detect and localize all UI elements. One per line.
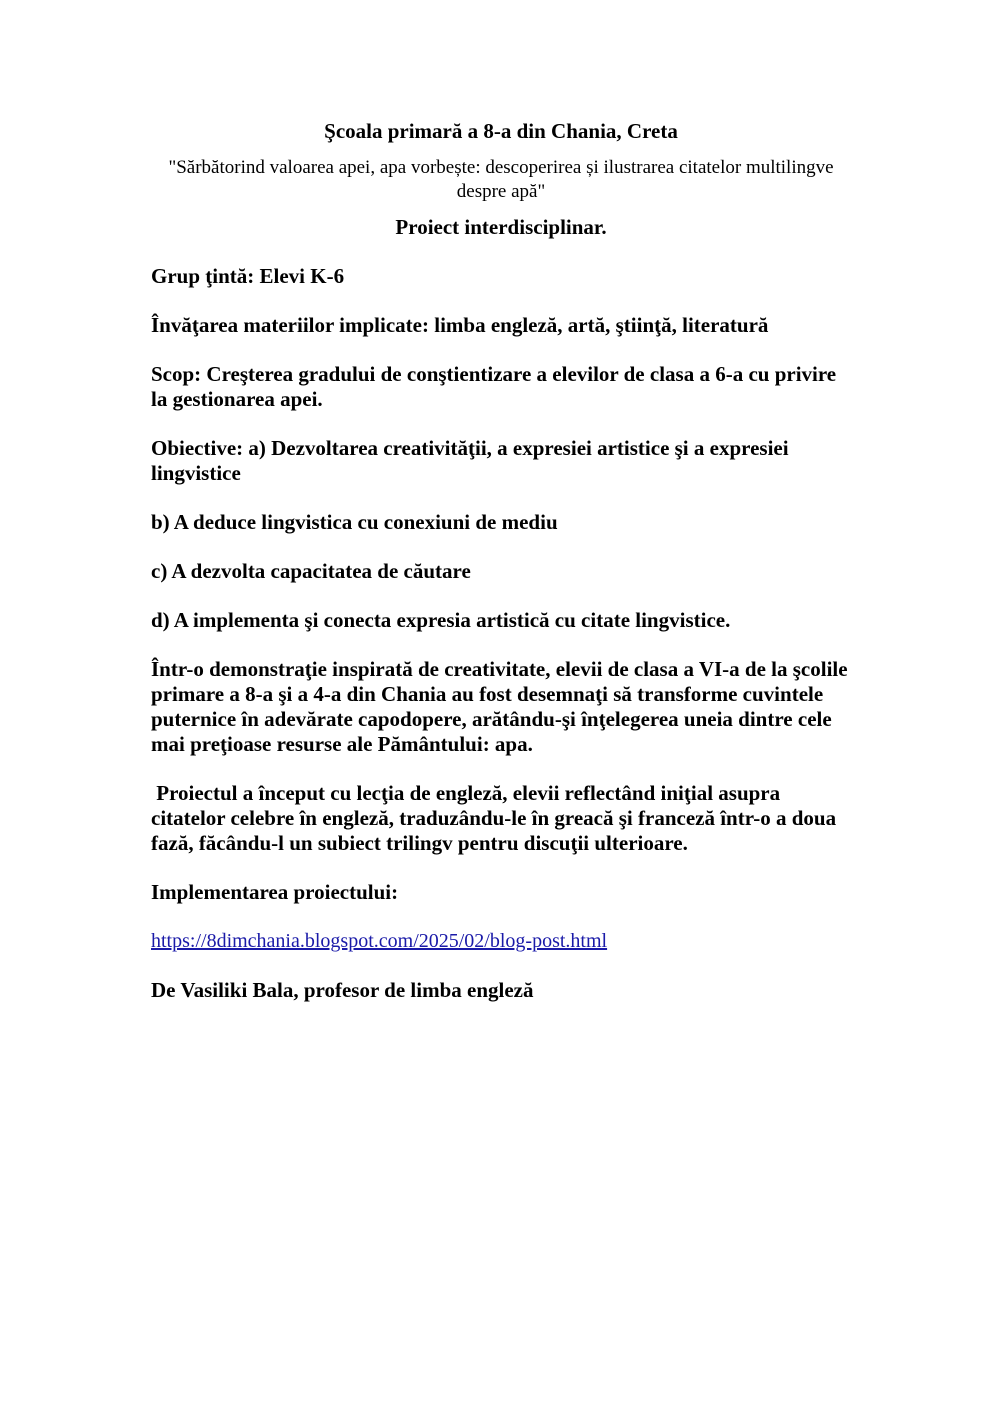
objective-b: b) A deduce lingvistica cu conexiuni de mediu <box>151 510 558 534</box>
project-goal: Scop: Creşterea gradului de conştientizare a elevilor de clasa a 6-a cu privire la gestionarea apei. <box>151 362 837 411</box>
author-signature: De Vasiliki Bala, profesor de limba engleză <box>151 978 534 1002</box>
implementation-label: Implementarea proiectului: <box>151 880 399 904</box>
implementation-link-line <box>151 929 851 954</box>
subjects-involved: Învăţarea materiilor implicate: limba engleză, artă, ştiinţă, literatură <box>151 313 769 337</box>
implementation-link[interactable]: https://8dimchania.blogspot.com/2025/02/blog-post.html <box>151 930 608 952</box>
project-subtitle: "Sărbătorind valoarea apei, apa vorbește: descoperirea și ilustrarea citatelor multilingve despre apă" <box>168 157 834 202</box>
objective-d: d) A implementa şi conecta expresia artistică cu citate lingvistice. <box>151 608 731 632</box>
school-title: Şcoala primară a 8-a din Chania, Creta <box>324 119 678 143</box>
objective-c: c) A dezvolta capacitatea de căutare <box>151 559 471 583</box>
description-paragraph-2: Proiectul a început cu lecţia de engleză, elevii reflectând iniţial asupra citatelor celebre în engleză, traduzându-le în greacă şi franceză într-o a doua fază, făcându-l un subiect trilingv pentru discuţii ulterioare. <box>151 781 842 855</box>
target-group: Grup ţintă: Elevi K-6 <box>151 264 345 288</box>
description-paragraph-1: Într-o demonstraţie inspirată de creativitate, elevii de clasa a VI-a de la şcolile primare a 8-a şi a 4-a din Chania au fost desemnaţi să transforme cuvintele puternice în adevărate capodopere, arătându-şi înţelegerea uneia dintre cele mai preţioase resurse ale Pământului: apa. <box>151 657 848 756</box>
project-type-heading: Proiect interdisciplinar. <box>395 215 607 239</box>
objective-a: Obiective: a) Dezvoltarea creativităţii, a expresiei artistice şi a expresiei lingvistice <box>151 436 789 485</box>
document-content <box>151 118 851 1027</box>
